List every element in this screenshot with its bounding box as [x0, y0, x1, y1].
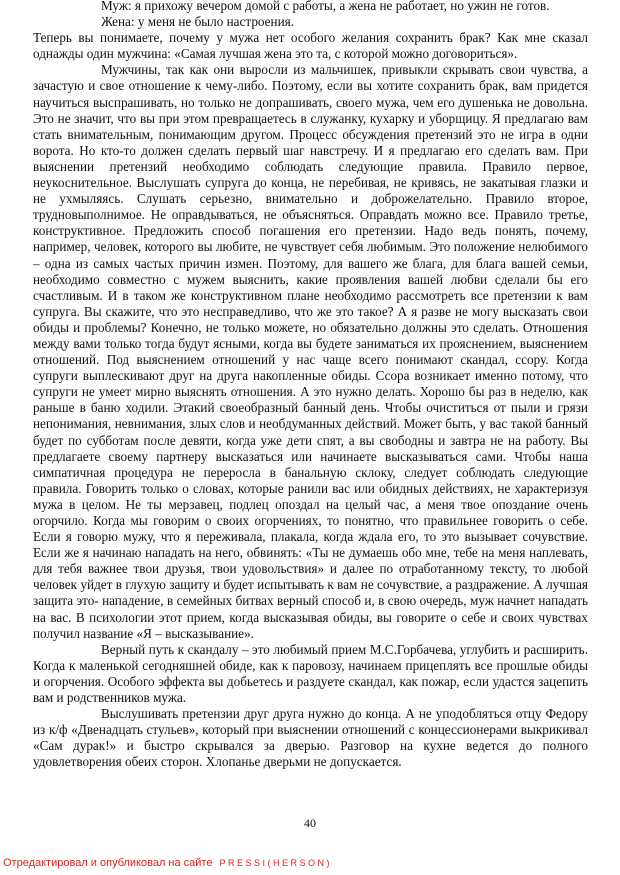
paragraph-path-to-scandal: Верный путь к скандалу – это любимый прием М.С.Горбачева, углубить и расширить. Когда к маленькой сегодняшней обиде, как к паровозу, начинаем прицеплять все прошлые обиды и огорчения. Особого эффекта вы добьетесь и раздуете скандал, как пожар, если удастся зацепить вам и родственников мужа. [33, 641, 588, 706]
footer [3, 857, 620, 869]
body-text [33, 0, 588, 771]
paragraph-dialogue-wife: Жена: у меня не было настроения. [101, 14, 294, 30]
page-number: 40 [304, 816, 316, 830]
paragraph-marriage-question: Теперь вы понимаете, почему у мужа нет особого желания сохранить брак? Как мне сказал однажды один мужчина: «Самая лучшая жена это та, с которой можно договориться». [33, 30, 588, 62]
footer-site-link[interactable]: PRESSI(HERSON) [219, 858, 333, 868]
paragraph-claims-rules: Мужчины, так как они выросли из мальчишек, привыкли скрывать свои чувства, а зачастую и свое отношение к чему-либо. Поэтому, если вы хотите сохранить брак, вам придется научиться выспрашивать, но только не допрашивать, своего мужа, чем его душенька не довольна. Это не значит, что вы при этом превращаетесь в служанку, кухарку и уборщицу. Я предлагаю вам стать внимательным, понимающим другом. Процесс обсуждения претензий это не игра в одни ворота. Но кто-то должен сделать первый шаг навстречу. И я предлагаю его сделать вам. При выяснении претензий необходимо соблюдать следующие правила. Правило первое, неукоснительное. Выслушать супруга до конца, не перебивая, не кривясь, не закатывая глазки и не ухмыляясь. Слушать серьезно, внимательно и доброжелательно. Правило второе, трудновыполнимое. Не оправдываться, не объясняться. Оправдать можно все. Правило третье, конструктивное. Предложить способ погашения его претензии. Надо ведь понять, почему, например, человек, которого вы любите, не чувствует себя любимым. Это положение нелюбимого – одна из самых частых причин измен. Поэтому, для вашего же блага, для блага вашей семьи, необходимо совместно с мужем выяснить, какие проявления вашей любви сделали бы его счастливым. И в таком же конструктивном плане необходимо рассмотреть все претензии к вам супруга. Вы скажите, что это несправедливо, что же это такое? А я разве не могу высказать свои обиды и проблемы? Конечно, не только можете, но обязательно должны это сделать. Отношения между вами только тогда будут ясными, когда вы будете заниматься их прояснением, выяснением отношений. Под выяснением отношений у нас чаще всего понимают скандал, ссору. Когда супруги выплескивают друг на друга накопленные обиды. Ссора возникает именно потому, что супруги не умеет мирно выяснять отношения. А это нужно делать. Хорошо бы раз в неделю, как раньше в баню ходили. Этакий своеобразный банный день. Чтобы очиститься от пыли и грязи непонимания, невнимания, злых слов и необдуманных действий. Может быть, у вас такой банный будет по субботам после девяти, когда уже дети спят, а вы свободны и завтра не на работу. Вы предлагаете своему партнеру высказаться или начинаете высказываться сами. Чтобы наша симпатичная процедура не переросла в банальную склоку, следует соблюдать следующие правила. Говорить только о словах, которые ранили вас или обидных действиях, не характеризуя мужа в целом. Не ты мерзавец, подлец опоздал на целый час, а меня твое опоздание очень огорчило. Когда мы говорим о своих огорчениях, то понятно, что правильнее говорить о себе. Если я говорю мужу, что я переживала, плакала, когда ждала его, то это вызывает сочувствие. Если же я начинаю нападать на него, обвинять: «Ты не думаешь обо мне, тебе на меня наплевать, для тебя важнее твои друзья, твои удовольствия» и далее по отработанному тексту, то любой человек уйдет в глухую защиту и будет испытывать к вам не сочувствие, а раздражение. А лучшая защита это- нападение, в семейных битвах верный способ и, в свою очередь, муж начнет нападать на вас. В психологии этот прием, когда высказывая обиды, вы говорите о себе и своих чувствах получил название «Я – высказывание». [33, 62, 588, 641]
paragraph-listen-to-end: Выслушивать претензии друг друга нужно до конца. А не уподобляться отцу Федору из к/ф «Двенадцать стульев», который при выяснении отношений с концессионерами выкрикивал «Сам дурак!» и быстро скрывался за дверью. Разговор на кухне ведется до полного удовлетворения обеих сторон. Хлопанье дверьми не допускается. [33, 706, 588, 770]
paragraph-dialogue-husband: Муж: я прихожу вечером домой с работы, а жена не работает, но ужин не готов. [101, 0, 550, 13]
footer-label: Отредактировал и опубликовал на сайте [3, 857, 213, 869]
